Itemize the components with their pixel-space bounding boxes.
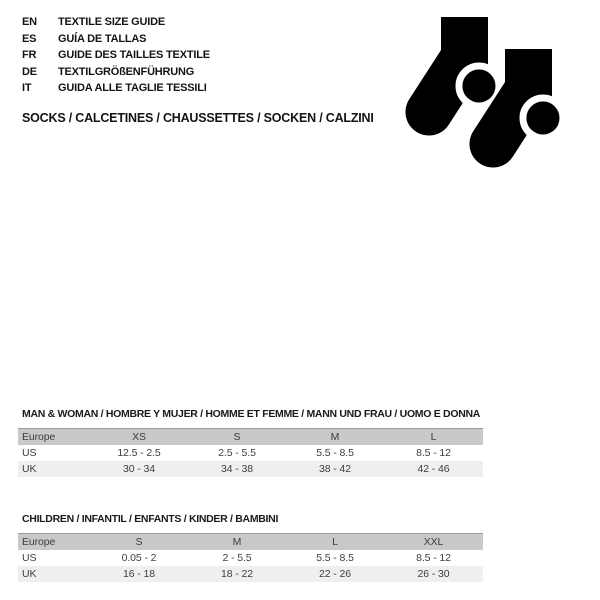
- children-size-table: [18, 533, 483, 582]
- language-label: TEXTILGRÖßENFÜHRUNG: [58, 65, 195, 78]
- table-row-us: [18, 445, 483, 461]
- table-row-us: [18, 550, 483, 566]
- column-header-size: L: [430, 431, 437, 443]
- size-value: 38 - 42: [319, 463, 351, 475]
- adults-table-title: MAN & WOMAN / HOMBRE Y MUJER / HOMME ET FEMME / MANN UND FRAU / UOMO E DONNA: [22, 408, 481, 420]
- language-list: [22, 14, 210, 97]
- region-label: US: [22, 447, 37, 459]
- size-value: 12.5 - 2.5: [117, 447, 161, 459]
- column-header-size: XS: [132, 431, 146, 443]
- socks-icon: [400, 12, 575, 187]
- language-label: GUÍA DE TALLAS: [58, 32, 147, 45]
- adults-size-table-block: [18, 408, 483, 477]
- size-value: 16 - 18: [123, 568, 155, 580]
- column-header-size: M: [232, 536, 242, 548]
- language-row-fr: [22, 47, 210, 64]
- language-label: GUIDE DES TAILLES TEXTILE: [58, 49, 210, 62]
- region-label: US: [22, 552, 37, 564]
- column-header-region: Europe: [22, 431, 56, 443]
- size-value: 34 - 38: [221, 463, 253, 475]
- language-row-it: [22, 80, 210, 97]
- language-row-es: [22, 31, 210, 48]
- size-value: 30 - 34: [123, 463, 155, 475]
- language-code: EN: [22, 16, 37, 29]
- size-value: 8.5 - 12: [416, 552, 451, 564]
- children-table-title: CHILDREN / INFANTIL / ENFANTS / KINDER / BAMBINI: [22, 513, 279, 525]
- language-code: ES: [22, 32, 37, 45]
- size-value: 0.05 - 2: [121, 552, 157, 564]
- size-value: 22 - 26: [319, 568, 351, 580]
- language-code: FR: [22, 49, 37, 62]
- language-label: GUIDA ALLE TAGLIE TESSILI: [58, 82, 207, 95]
- language-code: IT: [22, 82, 32, 95]
- children-size-table-block: [18, 513, 483, 582]
- column-header-size: S: [135, 536, 143, 548]
- adults-size-table: [18, 428, 483, 477]
- table-header-row: [18, 534, 483, 551]
- size-value: 26 - 30: [417, 568, 450, 580]
- column-header-size: L: [332, 536, 338, 548]
- language-label: TEXTILE SIZE GUIDE: [58, 16, 166, 29]
- table-row-uk: [18, 566, 483, 582]
- column-header-size: S: [233, 431, 241, 443]
- size-value: 5.5 - 8.5: [316, 552, 354, 564]
- size-value: 8.5 - 12: [416, 447, 451, 459]
- size-value: 5.5 - 8.5: [316, 447, 354, 459]
- table-row-uk: [18, 461, 483, 477]
- column-header-region: Europe: [22, 536, 56, 548]
- size-value: 2 - 5.5: [222, 552, 252, 564]
- language-row-de: [22, 64, 210, 81]
- size-value: 18 - 22: [221, 568, 253, 580]
- table-header-row: [18, 429, 483, 446]
- region-label: UK: [22, 568, 37, 580]
- language-code: DE: [22, 65, 37, 78]
- column-header-size: XXL: [423, 536, 444, 548]
- language-row-en: [22, 14, 210, 31]
- column-header-size: M: [330, 431, 340, 443]
- size-value: 42 - 46: [417, 463, 450, 475]
- category-title: SOCKS / CALCETINES / CHAUSSETTES / SOCKEN / CALZINI: [22, 111, 374, 125]
- size-value: 2.5 - 5.5: [218, 447, 256, 459]
- region-label: UK: [22, 463, 37, 475]
